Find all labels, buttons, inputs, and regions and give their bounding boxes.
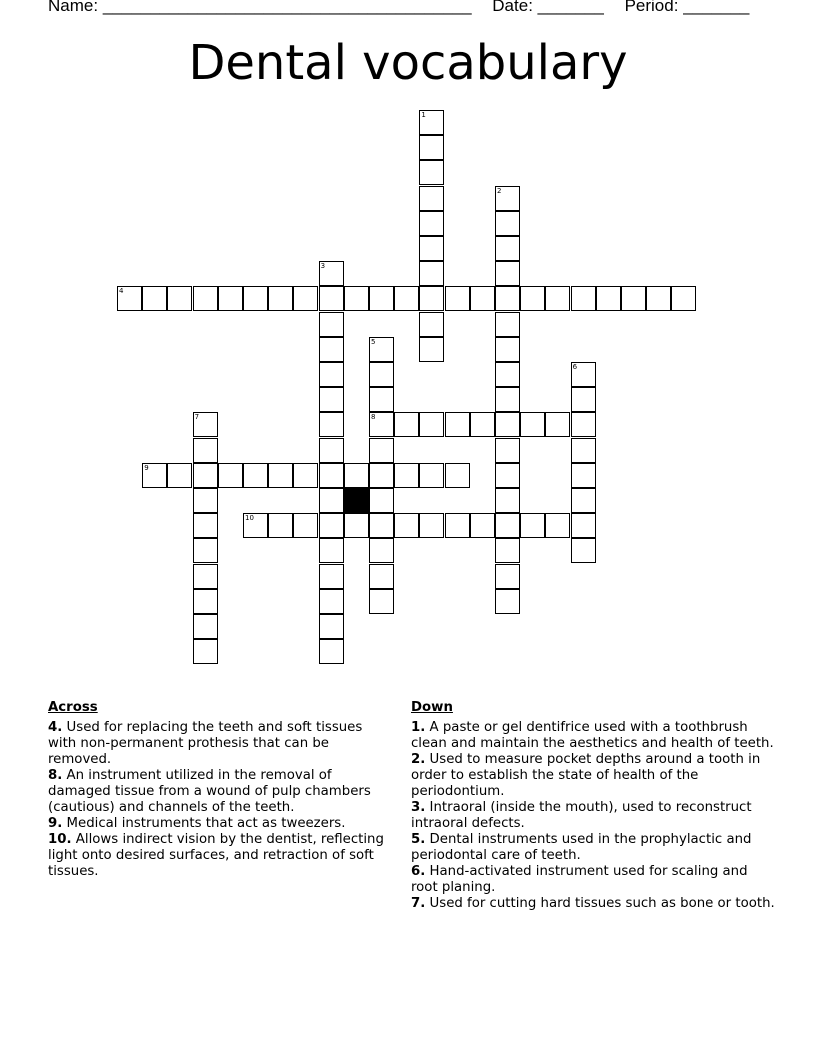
- crossword-cell[interactable]: [394, 513, 419, 538]
- cell-number: 10: [245, 514, 254, 523]
- crossword-cell[interactable]: [545, 513, 570, 538]
- down-heading: Down: [411, 700, 453, 715]
- crossword-cell[interactable]: [571, 538, 596, 563]
- down-clue: [411, 800, 776, 832]
- cell-number: 1: [421, 111, 426, 119]
- across-clues: [48, 700, 393, 880]
- crossword-cell[interactable]: [193, 488, 218, 513]
- crossword-cell[interactable]: [495, 488, 520, 513]
- crossword-cell[interactable]: [520, 412, 545, 437]
- cell-number: 2: [497, 186, 502, 195]
- crossword-cell[interactable]: [520, 286, 545, 311]
- crossword-cell[interactable]: [319, 463, 344, 488]
- crossword-cell[interactable]: [646, 286, 671, 311]
- crossword-cell[interactable]: [394, 412, 419, 437]
- crossword-cell[interactable]: [193, 438, 218, 463]
- clue-number: 7.: [411, 896, 426, 911]
- cell-number: 7: [194, 413, 200, 422]
- crossword-cell[interactable]: [419, 236, 444, 261]
- crossword-cell[interactable]: [445, 463, 470, 488]
- down-clues: [411, 700, 776, 912]
- crossword-cell[interactable]: [218, 463, 243, 488]
- cell-number: 4: [119, 287, 124, 296]
- clue-number: 8.: [48, 768, 63, 783]
- period-label: Period:: [624, 0, 679, 15]
- crossword-cell[interactable]: [369, 286, 394, 311]
- crossword-cell[interactable]: [571, 362, 596, 387]
- crossword-cell[interactable]: [369, 589, 394, 614]
- cell-number: 3: [320, 262, 326, 271]
- date-blank: _______: [537, 0, 604, 15]
- clue-text: An instrument utilized in the removal of damaged tissue from a wound of pulp chambers (cautious) and channels of the teeth.: [48, 768, 371, 815]
- crossword-cell[interactable]: [495, 412, 520, 437]
- clue-text: Dental instruments used in the prophylactic and periodontal care of teeth.: [411, 832, 752, 863]
- crossword-cell[interactable]: [344, 463, 369, 488]
- crossword-cell[interactable]: [596, 286, 621, 311]
- crossword-cell[interactable]: [193, 589, 218, 614]
- crossword-cell[interactable]: [268, 463, 293, 488]
- crossword-cell[interactable]: [495, 463, 520, 488]
- across-clue: [48, 832, 393, 880]
- clue-number: 3.: [411, 800, 426, 815]
- crossword-cell[interactable]: [394, 286, 419, 311]
- crossword-cell[interactable]: [445, 286, 470, 311]
- crossword-cell[interactable]: [218, 286, 243, 311]
- down-clue: [411, 864, 776, 896]
- crossword-cell[interactable]: [268, 513, 293, 538]
- crossword-cell[interactable]: [495, 211, 520, 236]
- crossword-cell[interactable]: [167, 286, 192, 311]
- crossword-cell[interactable]: [344, 513, 369, 538]
- across-clue: [48, 768, 393, 816]
- page-title: Dental vocabulary: [188, 35, 628, 91]
- crossword-cell[interactable]: [193, 538, 218, 563]
- crossword-cell[interactable]: [571, 387, 596, 412]
- period-blank: _______: [683, 0, 750, 15]
- crossword-cell[interactable]: [495, 236, 520, 261]
- crossword-cell[interactable]: [419, 337, 444, 362]
- crossword-cell[interactable]: [319, 286, 344, 311]
- crossword-cell[interactable]: [545, 286, 570, 311]
- crossword-cell[interactable]: [495, 387, 520, 412]
- crossword-block: [344, 488, 369, 513]
- across-clue: [48, 720, 393, 768]
- crossword-cell[interactable]: [243, 513, 268, 538]
- crossword-cell[interactable]: [495, 538, 520, 563]
- crossword-cell[interactable]: [319, 488, 344, 513]
- crossword-cell[interactable]: [419, 261, 444, 286]
- crossword-cell[interactable]: [319, 337, 344, 362]
- crossword-cell[interactable]: [369, 538, 394, 563]
- crossword-cell[interactable]: [495, 286, 520, 311]
- clue-number: 1.: [411, 720, 426, 735]
- clue-text: Medical instruments that act as tweezers.: [62, 816, 346, 831]
- crossword-cell[interactable]: [319, 538, 344, 563]
- date-label: Date:: [492, 0, 533, 15]
- crossword-cell[interactable]: [319, 639, 344, 664]
- crossword-cell[interactable]: [419, 286, 444, 311]
- crossword-cell[interactable]: [193, 614, 218, 639]
- crossword-cell[interactable]: [419, 412, 444, 437]
- crossword-cell[interactable]: [495, 362, 520, 387]
- crossword-cell[interactable]: [419, 513, 444, 538]
- crossword-cell[interactable]: [344, 286, 369, 311]
- crossword-cell[interactable]: [495, 564, 520, 589]
- down-clue: [411, 752, 776, 800]
- crossword-cell[interactable]: [319, 312, 344, 337]
- clue-text: Used for replacing the teeth and soft tissues with non-permanent prothesis that can be removed.: [48, 720, 363, 767]
- crossword-cell[interactable]: [193, 463, 218, 488]
- crossword-cell[interactable]: [470, 286, 495, 311]
- cell-number: 6: [572, 363, 578, 371]
- clue-text: Allows indirect vision by the dentist, reflecting light onto desired surfaces, and retraction of soft tissues.: [48, 832, 384, 879]
- clue-text: Used for cutting hard tissues such as bone or tooth.: [425, 896, 775, 911]
- across-clue-list: [48, 720, 393, 880]
- crossword-cell[interactable]: [419, 211, 444, 236]
- crossword-cell[interactable]: [571, 463, 596, 488]
- crossword-cell[interactable]: [319, 614, 344, 639]
- crossword-cell[interactable]: [369, 387, 394, 412]
- clue-text: Intraoral (inside the mouth), used to reconstruct intraoral defects.: [411, 800, 752, 831]
- crossword-cell[interactable]: [142, 463, 167, 488]
- crossword-cell[interactable]: [470, 513, 495, 538]
- crossword-cell[interactable]: [369, 488, 394, 513]
- crossword-cell[interactable]: [495, 513, 520, 538]
- across-clue: [48, 816, 393, 832]
- name-label: Name:: [48, 0, 99, 15]
- cell-number: 5: [371, 337, 376, 346]
- crossword-cell[interactable]: [369, 513, 394, 538]
- crossword-cell[interactable]: [394, 463, 419, 488]
- crossword-cell[interactable]: [419, 160, 444, 185]
- crossword-cell[interactable]: [243, 286, 268, 311]
- clue-number: 2.: [411, 752, 426, 767]
- clue-text: Hand-activated instrument used for scaling and root planing.: [411, 864, 748, 895]
- crossword-cell[interactable]: [319, 438, 344, 463]
- crossword-cell[interactable]: [571, 412, 596, 437]
- crossword-cell[interactable]: [495, 589, 520, 614]
- crossword-cell[interactable]: [369, 412, 394, 437]
- clue-number: 5.: [411, 832, 426, 847]
- cell-number: 9: [144, 463, 149, 472]
- crossword-cell[interactable]: [419, 463, 444, 488]
- crossword-cell[interactable]: [495, 186, 520, 211]
- crossword-cell[interactable]: [319, 589, 344, 614]
- crossword-cell[interactable]: [293, 513, 318, 538]
- clue-number: 9.: [48, 816, 63, 831]
- crossword-cell[interactable]: [419, 312, 444, 337]
- crossword-cell[interactable]: [193, 286, 218, 311]
- crossword-cell[interactable]: [293, 463, 318, 488]
- clue-text: A paste or gel dentifrice used with a toothbrush clean and maintain the aesthetics and health of teeth.: [411, 720, 774, 751]
- crossword-cell[interactable]: [319, 362, 344, 387]
- down-clue-list: [411, 720, 776, 912]
- crossword-cell[interactable]: [571, 513, 596, 538]
- crossword-cell[interactable]: [319, 261, 344, 286]
- across-heading: Across: [48, 700, 98, 715]
- crossword-cell[interactable]: [193, 639, 218, 664]
- crossword-cell[interactable]: [142, 286, 167, 311]
- crossword-cell[interactable]: [520, 513, 545, 538]
- crossword-cell[interactable]: [419, 110, 444, 135]
- crossword-cell[interactable]: [319, 412, 344, 437]
- crossword-cell[interactable]: [369, 362, 394, 387]
- crossword-cell[interactable]: [319, 387, 344, 412]
- clue-number: 10.: [48, 832, 72, 847]
- crossword-cell[interactable]: [621, 286, 646, 311]
- crossword-cell[interactable]: [117, 286, 142, 311]
- down-clue: [411, 720, 776, 752]
- crossword-cell[interactable]: [268, 286, 293, 311]
- crossword-cell[interactable]: [545, 412, 570, 437]
- crossword-cell[interactable]: [571, 438, 596, 463]
- cell-number: 8: [371, 413, 376, 422]
- crossword-cell[interactable]: [369, 564, 394, 589]
- crossword-cell[interactable]: [193, 412, 218, 437]
- crossword-cell[interactable]: [445, 412, 470, 437]
- crossword-cell[interactable]: [495, 261, 520, 286]
- crossword-cell[interactable]: [571, 286, 596, 311]
- crossword-cell[interactable]: [319, 564, 344, 589]
- clue-number: 6.: [411, 864, 426, 879]
- crossword-cell[interactable]: [293, 286, 318, 311]
- clue-number: 4.: [48, 720, 63, 735]
- crossword-cell[interactable]: [167, 463, 192, 488]
- crossword-cell[interactable]: [193, 564, 218, 589]
- crossword-cell[interactable]: [419, 135, 444, 160]
- name-blank: _______________________________________: [102, 0, 472, 15]
- crossword-cell[interactable]: [671, 286, 696, 311]
- crossword-cell[interactable]: [419, 186, 444, 211]
- crossword-cell[interactable]: [369, 438, 394, 463]
- crossword-cell[interactable]: [571, 488, 596, 513]
- clue-text: Used to measure pocket depths around a tooth in order to establish the state of health of the periodontium.: [411, 752, 761, 799]
- crossword-cell[interactable]: [369, 463, 394, 488]
- crossword-cell[interactable]: [243, 463, 268, 488]
- crossword-cell[interactable]: [319, 513, 344, 538]
- crossword-cell[interactable]: [193, 513, 218, 538]
- down-clue: [411, 896, 776, 912]
- crossword-cell[interactable]: [495, 438, 520, 463]
- crossword-cell[interactable]: [495, 312, 520, 337]
- crossword-cell[interactable]: [369, 337, 394, 362]
- crossword-cell[interactable]: [445, 513, 470, 538]
- down-clue: [411, 832, 776, 864]
- crossword-cell[interactable]: [495, 337, 520, 362]
- crossword-cell[interactable]: [470, 412, 495, 437]
